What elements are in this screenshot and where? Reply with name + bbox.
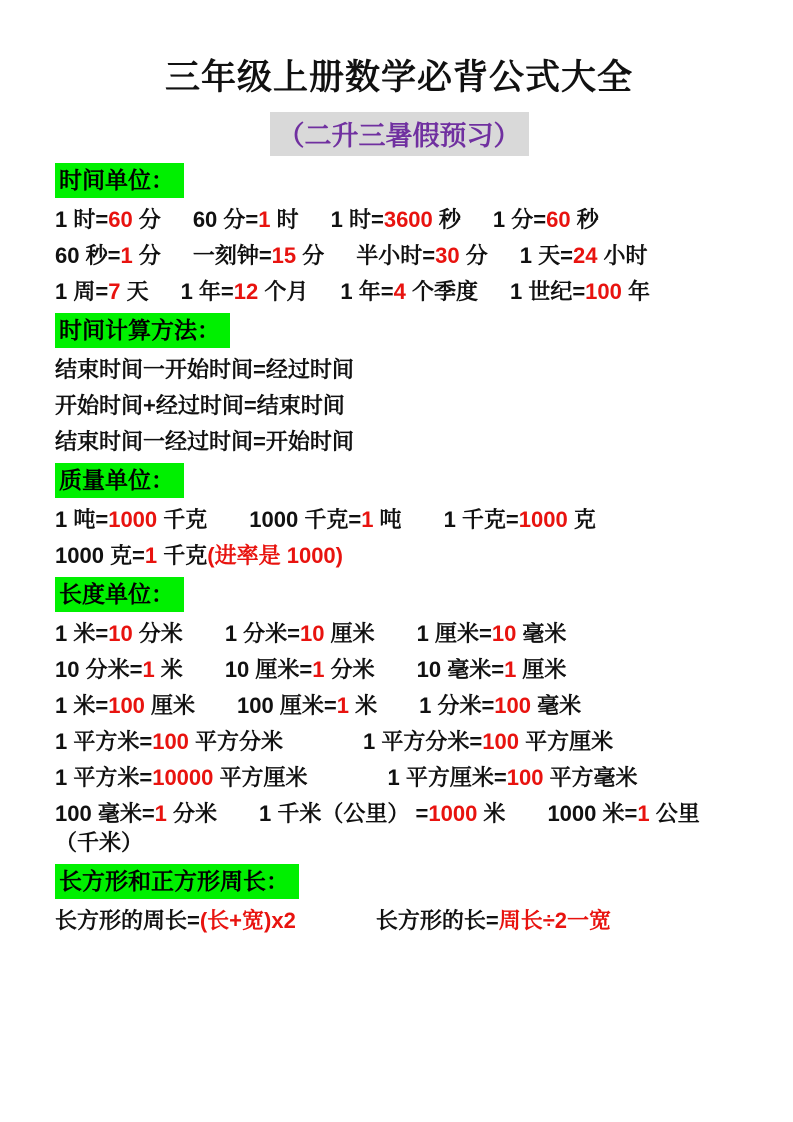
formula-line bbox=[55, 799, 743, 857]
page-title: 三年级上册数学必背公式大全 bbox=[164, 58, 633, 97]
formula bbox=[55, 657, 183, 682]
formula bbox=[55, 801, 217, 826]
formula-text: 秒 bbox=[570, 207, 599, 232]
formula-text: 结束时间一经过时间=开始时间 bbox=[55, 429, 354, 454]
formula-text: 米 bbox=[477, 801, 506, 826]
formula-text: 1 平方分米= bbox=[363, 729, 483, 754]
formula-line bbox=[55, 541, 743, 570]
formula-text: 1000 米= bbox=[547, 801, 638, 826]
section-header-row bbox=[55, 864, 743, 900]
formula-text: 1 平方厘米= bbox=[387, 765, 507, 790]
formula bbox=[376, 908, 611, 933]
formula bbox=[55, 908, 296, 933]
formula bbox=[55, 357, 354, 382]
formula-text: 1 厘米= bbox=[416, 621, 492, 646]
formula-text: 米 bbox=[348, 693, 378, 718]
formula-text: 毫米 bbox=[531, 693, 582, 718]
formula-text: 长方形的长= bbox=[375, 908, 499, 933]
formula-value-red: (长+宽)x2 bbox=[199, 908, 296, 933]
formula-value-red: 周长÷2一宽 bbox=[498, 908, 612, 933]
formula-value-red: 100 bbox=[585, 279, 622, 304]
formula-text: 1 吨= bbox=[55, 507, 109, 532]
formula-text: 厘米 bbox=[144, 693, 196, 718]
formula-value-red: 1 bbox=[142, 657, 155, 682]
formula-text: 10 厘米= bbox=[224, 657, 313, 682]
formula-value-red: 60 bbox=[108, 207, 133, 232]
formula-value-red: 3600 bbox=[383, 207, 433, 232]
formula bbox=[55, 543, 343, 568]
formula-value-red: 1 bbox=[258, 207, 271, 232]
formula bbox=[363, 729, 613, 754]
formula-value-red: 1 bbox=[144, 543, 158, 568]
formula-line bbox=[55, 241, 743, 270]
formula bbox=[55, 393, 345, 418]
formula-text: 分 bbox=[459, 243, 488, 268]
formula-text: 1 分= bbox=[492, 207, 547, 232]
formula-text: 1 米= bbox=[55, 621, 109, 646]
formula-value-red: 100 bbox=[506, 765, 544, 790]
section-header-row bbox=[55, 463, 743, 499]
section-header-row bbox=[55, 163, 743, 199]
formula-text: 时 bbox=[270, 207, 299, 232]
page-subtitle: （二升三暑假预习） bbox=[270, 112, 529, 156]
formula-line bbox=[55, 727, 743, 756]
formula-line bbox=[55, 355, 743, 384]
formula bbox=[225, 621, 375, 646]
formula-text: 平方厘米 bbox=[518, 729, 614, 754]
formula-value-red: 100 bbox=[152, 729, 189, 754]
formula-text: 10 毫米= bbox=[416, 657, 505, 682]
formula-text: 分米 bbox=[166, 801, 218, 826]
formula-value-red: 60 bbox=[546, 207, 571, 232]
section-header: 长方形和正方形周长： bbox=[55, 864, 299, 899]
formula-text: 分 bbox=[132, 207, 161, 232]
section bbox=[55, 864, 743, 935]
formula-text: 1 周= bbox=[55, 279, 109, 304]
formula-value-red: 30 bbox=[435, 243, 460, 268]
formula bbox=[193, 207, 299, 232]
formula-text: 半小时= bbox=[356, 243, 436, 268]
formula bbox=[259, 801, 505, 826]
formula-text: 千克 bbox=[157, 507, 208, 532]
formula-value-red: (进率是 1000) bbox=[207, 543, 343, 568]
formula bbox=[356, 243, 487, 268]
formula-line bbox=[55, 763, 743, 792]
formula bbox=[181, 279, 309, 304]
formula-text: 1000 千克= bbox=[249, 507, 362, 532]
formula-text: 10 分米= bbox=[55, 657, 143, 682]
formula-text: 开始时间+经过时间=结束时间 bbox=[55, 393, 345, 418]
formula-text: 分 bbox=[296, 243, 325, 268]
formula-text: 1 时= bbox=[55, 207, 109, 232]
formula-line bbox=[55, 277, 743, 306]
section bbox=[55, 163, 743, 306]
formula-text: 100 厘米= bbox=[237, 693, 337, 718]
formula-value-red: 100 bbox=[482, 729, 519, 754]
formula-text: 1 千克= bbox=[443, 507, 519, 532]
formula-text: 毫米 bbox=[516, 621, 567, 646]
formula bbox=[331, 207, 461, 232]
formula-value-red: 4 bbox=[393, 279, 406, 304]
formula-text: 小时 bbox=[597, 243, 648, 268]
formula-line bbox=[55, 391, 743, 420]
section-header-row bbox=[55, 313, 743, 349]
formula-line bbox=[55, 619, 743, 648]
formula-value-red: 100 bbox=[108, 693, 145, 718]
formula bbox=[493, 207, 599, 232]
formula-text: 1 米= bbox=[55, 693, 109, 718]
formula-text: 结束时间一开始时间=经过时间 bbox=[55, 357, 354, 382]
formula bbox=[419, 693, 581, 718]
formula-value-red: 1000 bbox=[518, 507, 568, 532]
formula-line bbox=[55, 505, 743, 534]
formula-text: 1 年= bbox=[340, 279, 394, 304]
formula-value-red: 15 bbox=[271, 243, 297, 268]
formula-value-red: 1 bbox=[312, 657, 325, 682]
formula-text: 秒 bbox=[432, 207, 461, 232]
formula-text: 1 分米= bbox=[419, 693, 495, 718]
formula-value-red: 10 bbox=[300, 621, 325, 646]
formula-value-red: 100 bbox=[494, 693, 532, 718]
formula-text: 个季度 bbox=[405, 279, 478, 304]
formula-text: 100 毫米= bbox=[55, 801, 155, 826]
sections bbox=[55, 163, 743, 935]
formula-line bbox=[55, 655, 743, 684]
formula-text: 1000 克= bbox=[55, 543, 145, 568]
formula bbox=[55, 429, 354, 454]
formula-text: 1 平方米= bbox=[55, 765, 153, 790]
formula-value-red: 24 bbox=[572, 243, 598, 268]
formula-value-red: 1 bbox=[154, 801, 167, 826]
formula bbox=[340, 279, 478, 304]
formula-text: 1 时= bbox=[330, 207, 384, 232]
section-header: 时间单位： bbox=[55, 163, 184, 198]
formula-text: 60 分= bbox=[192, 207, 259, 232]
formula bbox=[55, 243, 161, 268]
formula-text: 1 年= bbox=[180, 279, 234, 304]
formula bbox=[520, 243, 648, 268]
formula-text: 年 bbox=[621, 279, 651, 304]
formula bbox=[55, 507, 207, 532]
section-header: 时间计算方法： bbox=[55, 313, 230, 348]
formula-text: 1 平方米= bbox=[55, 729, 153, 754]
formula-text: 公里（千米） bbox=[55, 801, 700, 855]
formula bbox=[444, 507, 596, 532]
formula bbox=[237, 693, 377, 718]
formula-value-red: 1 bbox=[504, 657, 517, 682]
formula bbox=[193, 243, 324, 268]
formula-text: 分米 bbox=[132, 621, 183, 646]
section-header: 长度单位： bbox=[55, 577, 184, 612]
formula-text: 厘米 bbox=[516, 657, 567, 682]
formula bbox=[249, 507, 401, 532]
formula-text: 分 bbox=[132, 243, 161, 268]
formula-text: 60 秒= bbox=[55, 243, 121, 268]
formula bbox=[55, 729, 283, 754]
formula-text: 天 bbox=[120, 279, 149, 304]
formula bbox=[388, 765, 638, 790]
formula bbox=[417, 657, 567, 682]
formula-value-red: 12 bbox=[233, 279, 259, 304]
subtitle-row bbox=[55, 112, 743, 156]
formula-value-red: 10 bbox=[108, 621, 133, 646]
formula-text: 1 分米= bbox=[224, 621, 301, 646]
formula-text: 1 世纪= bbox=[509, 279, 586, 304]
formula bbox=[55, 693, 195, 718]
formula-value-red: 1000 bbox=[428, 801, 478, 826]
formula bbox=[225, 657, 375, 682]
formula bbox=[55, 621, 183, 646]
formula-text: 1 天= bbox=[519, 243, 573, 268]
section-header-row bbox=[55, 577, 743, 613]
formula bbox=[55, 207, 161, 232]
formula bbox=[55, 279, 149, 304]
formula-text: 一刻钟= bbox=[192, 243, 272, 268]
formula-line bbox=[55, 906, 743, 935]
formula-value-red: 1 bbox=[361, 507, 374, 532]
formula bbox=[510, 279, 650, 304]
formula-value-red: 1000 bbox=[108, 507, 158, 532]
formula-text: 千克 bbox=[157, 543, 208, 568]
section bbox=[55, 313, 743, 456]
formula-line bbox=[55, 691, 743, 720]
formula-line bbox=[55, 427, 743, 456]
formula-value-red: 1 bbox=[637, 801, 650, 826]
formula-text: 个月 bbox=[258, 279, 309, 304]
formula-text: 吨 bbox=[373, 507, 402, 532]
formula-value-red: 1 bbox=[120, 243, 133, 268]
section bbox=[55, 463, 743, 570]
formula-value-red: 10000 bbox=[152, 765, 214, 790]
formula-text: 分米 bbox=[324, 657, 375, 682]
formula-value-red: 10 bbox=[491, 621, 517, 646]
formula-text: 长方形的周长= bbox=[55, 908, 200, 933]
formula-text: 平方毫米 bbox=[543, 765, 638, 790]
formula-text: 厘米 bbox=[324, 621, 375, 646]
formula-value-red: 1 bbox=[336, 693, 349, 718]
formula-text: 平方厘米 bbox=[213, 765, 308, 790]
formula-text: 平方分米 bbox=[188, 729, 284, 754]
section-header: 质量单位： bbox=[55, 463, 184, 498]
formula-text: 克 bbox=[567, 507, 596, 532]
formula-text: 1 千米（公里） = bbox=[259, 801, 429, 826]
formula-line bbox=[55, 205, 743, 234]
formula-text: 米 bbox=[154, 657, 183, 682]
formula bbox=[55, 765, 308, 790]
formula-value-red: 7 bbox=[108, 279, 121, 304]
section bbox=[55, 577, 743, 857]
formula bbox=[417, 621, 567, 646]
